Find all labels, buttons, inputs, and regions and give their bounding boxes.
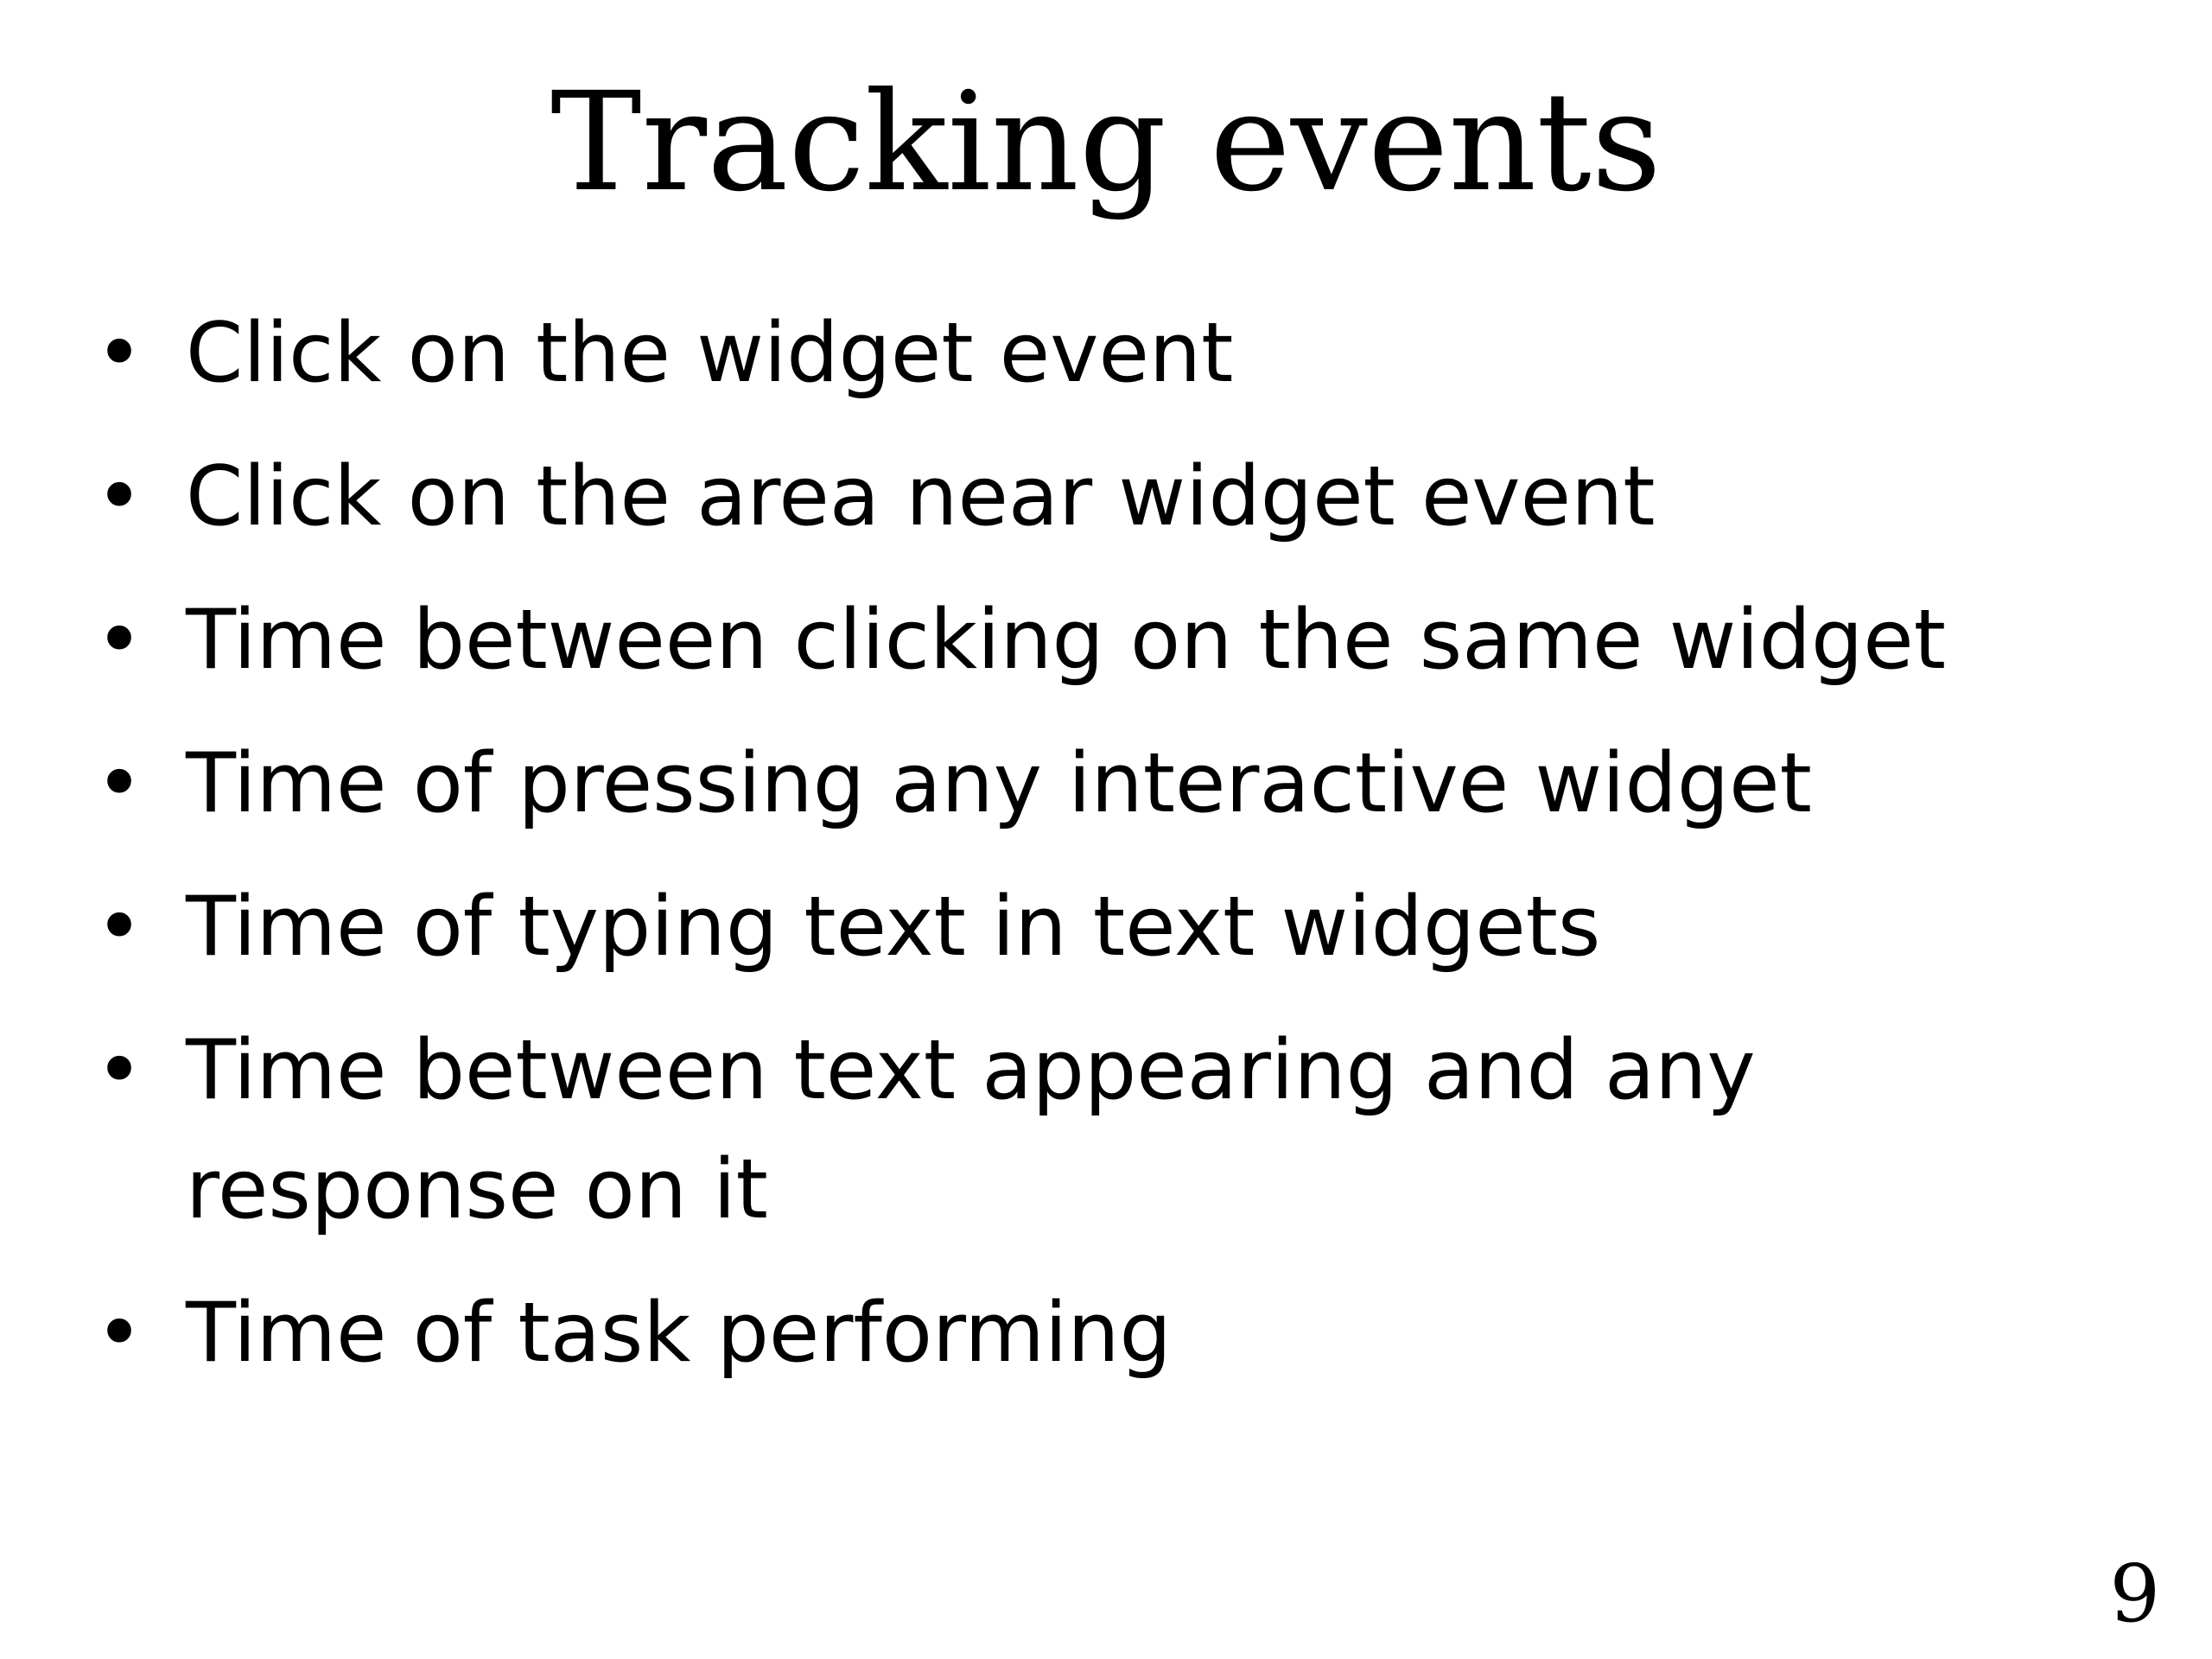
bullet-icon: • <box>95 736 144 831</box>
bullet-text: Time between clicking on the same widget <box>186 593 1946 688</box>
bullet-text: Click on the area near widget event <box>186 449 1656 544</box>
bullet-icon: • <box>95 1023 144 1118</box>
bullet-item <box>95 868 2082 987</box>
bullet-text: Time of typing text in text widgets <box>186 880 1601 975</box>
bullet-item <box>95 437 2082 556</box>
bullet-item <box>95 724 2082 843</box>
bullet-item <box>95 294 2082 413</box>
bullet-icon: • <box>95 593 144 688</box>
bullet-icon: • <box>95 880 144 975</box>
bullet-icon: • <box>95 1286 144 1381</box>
bullet-item <box>95 1274 2082 1393</box>
bullet-item <box>95 581 2082 700</box>
bullet-text: Time of task performing <box>186 1286 1172 1381</box>
bullet-text: Time of pressing any interactive widget <box>186 736 1812 831</box>
bullet-item <box>95 1011 2082 1249</box>
slide-title: Tracking events <box>550 63 1662 222</box>
page-number: 9 <box>2109 1548 2160 1640</box>
bullet-icon: • <box>95 449 144 544</box>
bullet-text: Click on the widget event <box>186 306 1234 401</box>
bullet-text: Time between text appearing and any response on it <box>186 1023 1756 1237</box>
bullet-icon: • <box>95 306 144 401</box>
bullet-list <box>95 294 2082 1417</box>
